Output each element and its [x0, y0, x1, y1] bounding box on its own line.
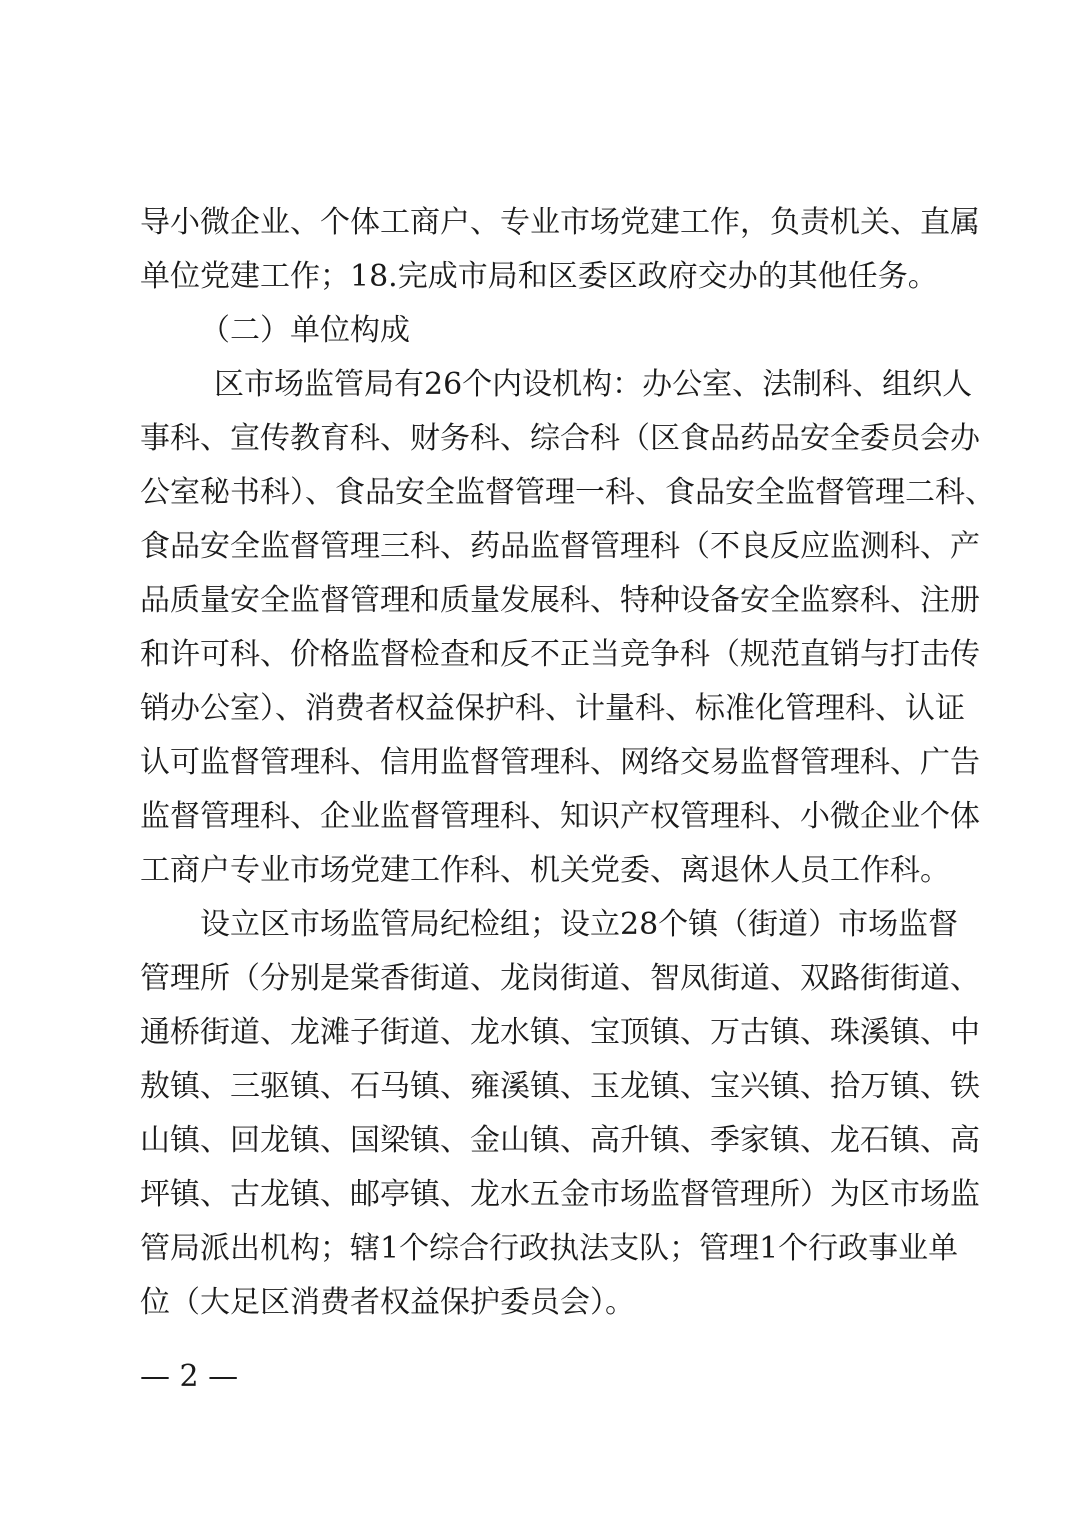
body-text-line: 管理所（分别是棠香街道、龙岗街道、智凤街道、双路街街道、 [140, 961, 980, 996]
body-text-line: 位（大足区消费者权益保护委员会）。 [140, 1285, 635, 1320]
body-text-line: 销办公室）、消费者权益保护科、计量科、标准化管理科、认证 [140, 691, 965, 726]
page-number: — 2 — [140, 1359, 239, 1394]
body-text-line: 工商户专业市场党建工作科、机关党委、离退休人员工作科。 [140, 853, 950, 888]
body-text-line: 导小微企业、个体工商户、专业市场党建工作，负责机关、直属 [140, 205, 980, 240]
body-text-line: 坪镇、古龙镇、邮亭镇、龙水五金市场监督管理所）为区市场监 [140, 1177, 980, 1212]
body-text-line: 通桥街道、龙滩子街道、龙水镇、宝顶镇、万古镇、珠溪镇、中 [140, 1015, 980, 1050]
body-text-line: 设立区市场监管局纪检组；设立28个镇（街道）市场监督 [200, 907, 959, 942]
body-text-line: 和许可科、价格监督检查和反不正当竞争科（规范直销与打击传 [140, 637, 980, 672]
body-text-line: 食品安全监督管理三科、药品监督管理科（不良反应监测科、产 [140, 529, 980, 564]
body-text-line: 认可监督管理科、信用监督管理科、网络交易监督管理科、广告 [140, 745, 980, 780]
body-text-line: 敖镇、三驱镇、石马镇、雍溪镇、玉龙镇、宝兴镇、拾万镇、铁 [140, 1069, 980, 1104]
body-text-line: 公室秘书科）、食品安全监督管理一科、食品安全监督管理二科、 [140, 475, 995, 510]
body-text-line: 区市场监管局有26个内设机构：办公室、法制科、组织人 [214, 367, 973, 402]
body-text-line: 品质量安全监督管理和质量发展科、特种设备安全监察科、注册 [140, 583, 980, 618]
body-text-line: 事科、宣传教育科、财务科、综合科（区食品药品安全委员会办 [140, 421, 980, 456]
body-text-line: 山镇、回龙镇、国梁镇、金山镇、高升镇、季家镇、龙石镇、高 [140, 1123, 980, 1158]
body-text-line: 单位党建工作；18.完成市局和区委区政府交办的其他任务。 [140, 259, 938, 294]
body-text-line: 管局派出机构；辖1个综合行政执法支队；管理1个行政事业单 [140, 1231, 959, 1266]
body-text-line: 监督管理科、企业监督管理科、知识产权管理科、小微企业个体 [140, 799, 980, 834]
section-heading: （二）单位构成 [200, 313, 410, 348]
